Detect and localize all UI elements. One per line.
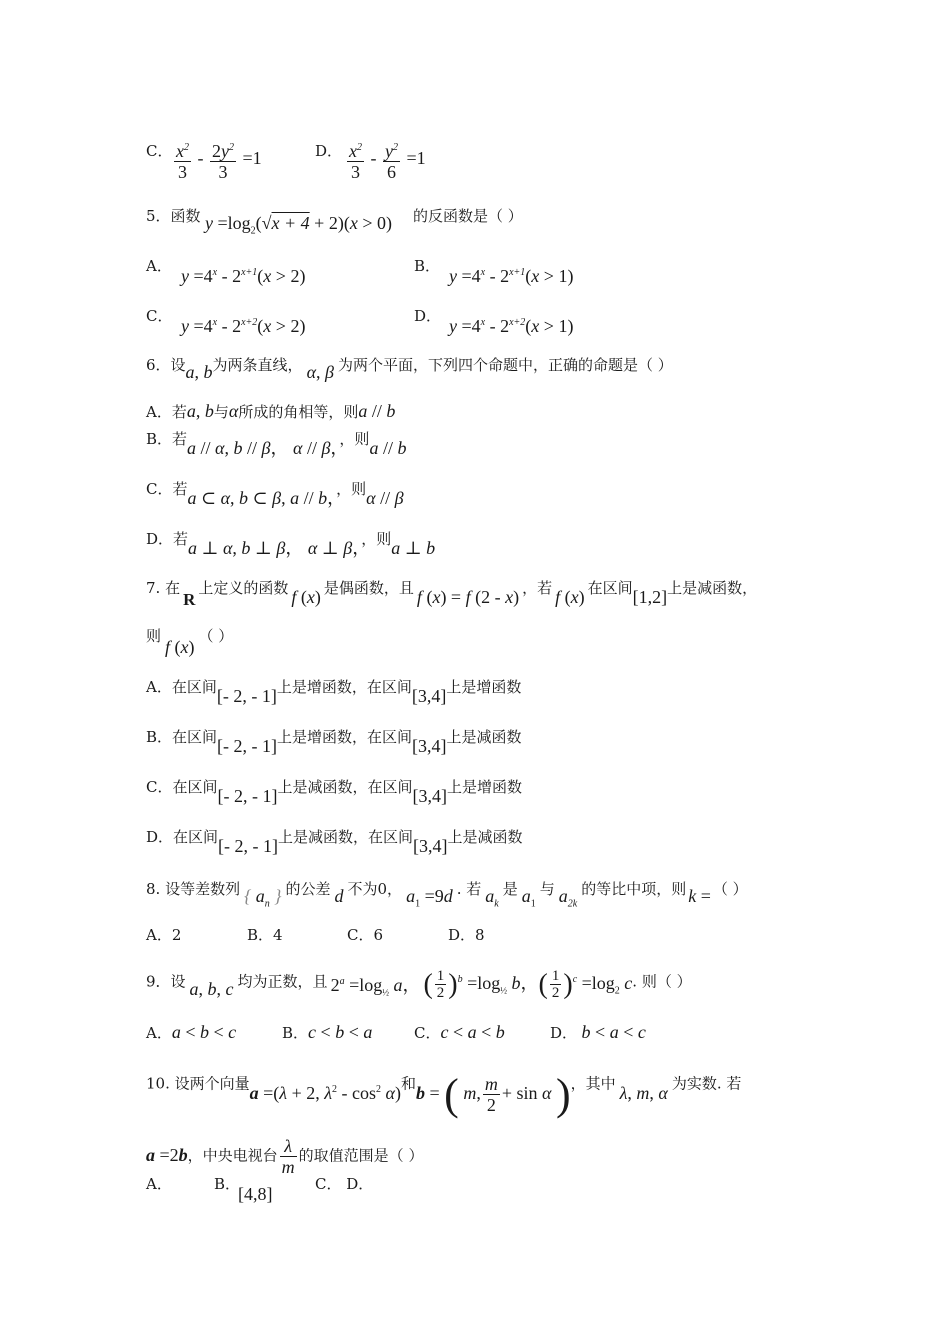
q8-choice-c: C．6 <box>347 926 384 944</box>
q4-option-c-formula: $\frac{x^2}{3}$ - $\frac{2y^2}{3}$ =1 <box>172 138 262 182</box>
q5-d-label: D． <box>414 307 442 325</box>
q8-choice-b: B．4 <box>247 926 283 944</box>
q7-stem-line2: 则f (x)（ ） <box>146 627 234 657</box>
q6-stem: 6．设a, b为两条直线， α, β 为两个平面，下列四个命题中，正确的命题是（ ） <box>146 356 673 382</box>
q6-option-c: C．若a ⊂ α, b ⊂ β, a // b，，则α // β <box>146 480 404 508</box>
q5-formula: $y =\log_2(√x + 4 + 2)(x > 0)$ <box>205 213 392 237</box>
q7-option-b: B．在区间[- 2, - 1]上是增函数，在区间[3,4]上是减函数 <box>146 728 522 756</box>
q7-stem: 7. 在R上定义的函数 f (x) 是偶函数，且 f (x) = f (2 - x) ，若 f (x) 在区间[1,2]上是减函数， <box>146 579 758 609</box>
q5-option-d: $y =4^x - 2^{x+2}(x > 1)$ <box>449 316 574 336</box>
q7-option-c: C．在区间[- 2, - 1]上是减函数，在区间[3,4]上是增函数 <box>146 778 522 806</box>
q10-option-cd: C． D． <box>315 1175 374 1193</box>
q4-option-d: D． <box>315 142 343 160</box>
q5-stem: 5．函数 <box>146 207 201 225</box>
q9-stem: 9．设 a, b, c 均为正数，且 $2^a =\log_{\frac{1}{2}}$ a， ( $\frac{1}{2}$ )$^b =\log_{\frac{1}{2}}$ b，( $\frac{1}{2}$ )$^c =\log_2$ c. 则（ ） <box>146 968 692 1001</box>
q5-option-c: $y =4^x - 2^{x+2}(x > 2)$ <box>181 316 306 336</box>
q10-option-a: A． <box>146 1175 172 1193</box>
q9-option-d: D． b < a < c <box>550 1022 646 1042</box>
q5-c-label: C． <box>146 307 173 325</box>
q8-choice-d: D．8 <box>448 926 485 944</box>
q9-option-c: C．c < a < b <box>414 1022 505 1042</box>
q6-option-d: D．若a ⊥ α, b ⊥ β， α ⊥ β，，则a ⊥ b <box>146 530 436 558</box>
q5-a-label: A． <box>146 257 172 275</box>
q4-option-d-formula: $\frac{x^2}{3}$ - $\frac{y^2}{6}$ =1 <box>345 138 426 182</box>
q4-option-c: C． <box>146 142 173 160</box>
q6-option-a: A．若a, b与α所成的角相等，则a // b <box>146 401 396 421</box>
q7-option-d: D．在区间[- 2, - 1]上是减函数，在区间[3,4]上是减函数 <box>146 828 523 856</box>
q5-option-a: $y =4^x - 2^{x+1}(x > 2)$ <box>181 266 306 286</box>
q9-option-a: A．a < b < c <box>146 1022 237 1042</box>
q5-stem-post: 的反函数是（ ） <box>413 207 523 225</box>
q10-stem-line2: a =2b，中央电视台 $\frac{\lambda}{m}$ 的取值范围是（ ） <box>146 1136 424 1177</box>
q10-option-b: B． <box>214 1175 241 1193</box>
q8-choice-a: A．2 <box>146 926 182 944</box>
q7-option-a: A．在区间[- 2, - 1]上是增函数，在区间[3,4]上是增函数 <box>146 678 522 706</box>
q8-stem: 8. 设等差数列 { $a_n$ } 的公差 d 不为0， $a_1 =9d$ . 若 $a_k$是 $a_1$与 $a_{2k}$的等比中项，则 k = （ ） <box>146 880 748 910</box>
q10-option-b-value: [4,8] <box>238 1184 273 1204</box>
q10-stem: 10. 设两个向量a =(λ + 2, $\lambda^2 - \cos^2 \alpha$)和b = ( m, $\frac{m}{2}$ + sin α )，其中 λ, m, α 为实数. 若 <box>146 1069 742 1119</box>
q5-b-label: B． <box>414 257 441 275</box>
q9-option-b: B．c < b < a <box>282 1022 373 1042</box>
q5-option-b: $y =4^x - 2^{x+1}(x > 1)$ <box>449 266 574 286</box>
q6-option-b: B．若a // α, b // β， α // β，，则a // b <box>146 430 407 458</box>
